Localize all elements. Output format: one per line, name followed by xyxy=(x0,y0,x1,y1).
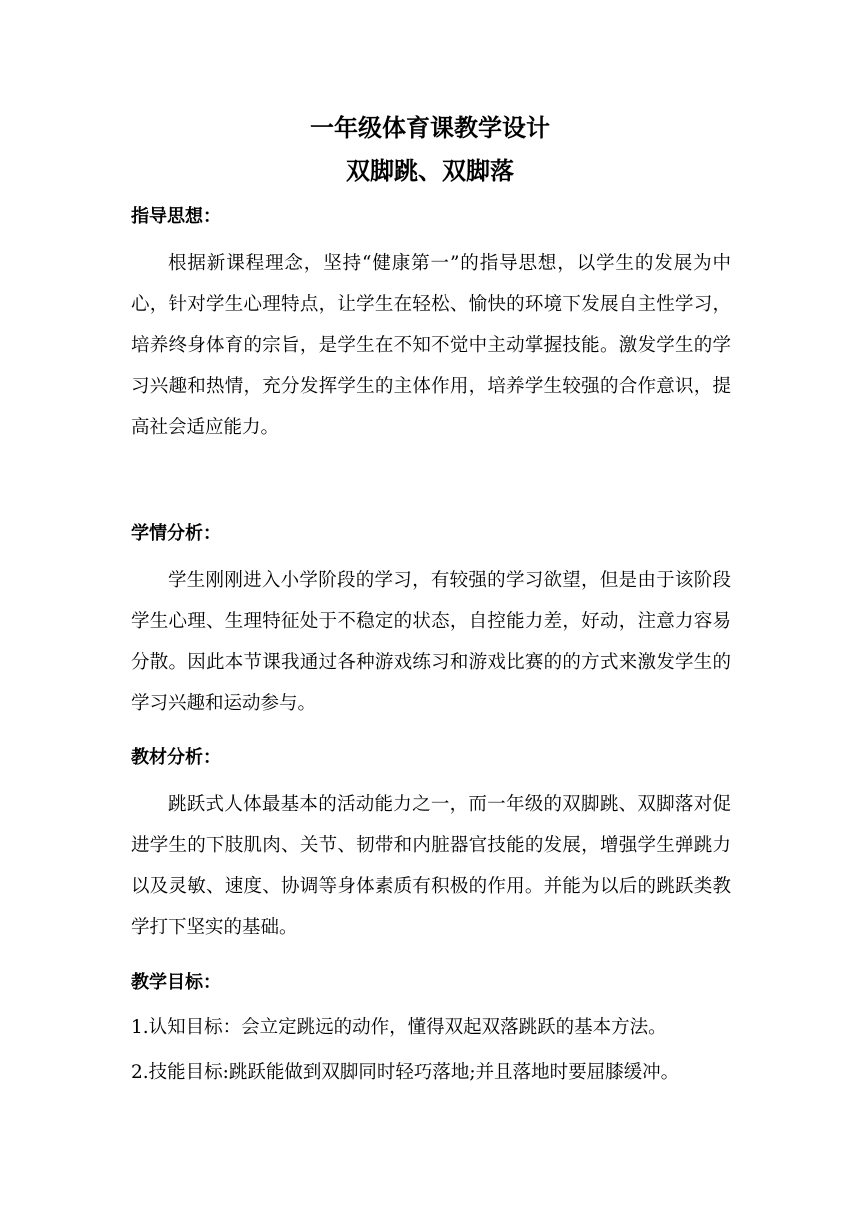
teaching-goal-item: 1.认知目标：会立定跳远的动作，懂得双起双落跳跃的基本方法。 xyxy=(131,1017,667,1038)
document-title: 一年级体育课教学设计 xyxy=(310,113,550,142)
section-heading-material-analysis: 教材分析： xyxy=(131,747,221,768)
section-body-material-analysis: 跳跃式人体最基本的活动能力之一，而一年级的双脚跳、双脚落对促进学生的下肢肌肉、关节、韧带和内脏器官技能的发展，增强学生弹跳力以及灵敏、速度、协调等身体素质有积极的作用。并能为以后的跳跃类教学打下坚实的基础。 xyxy=(131,794,731,938)
section-heading-teaching-goals: 教学目标： xyxy=(131,972,221,993)
section-heading-guiding-thought: 指导思想： xyxy=(131,206,221,227)
section-heading-student-analysis: 学情分析： xyxy=(131,523,221,544)
section-body-guiding-thought: 根据新课程理念，坚持“健康第一”的指导思想，以学生的发展为中心，针对学生心理特点，让学生在轻松、愉快的环境下发展自主性学习，培养终身体育的宗旨，是学生在不知不觉中主动掌握技能。激发学生的学习兴趣和热情，充分发挥学生的主体作用，培养学生较强的合作意识，提高社会适应能力。 xyxy=(131,253,731,438)
section-body-student-analysis: 学生刚刚进入小学阶段的学习，有较强的学习欲望，但是由于该阶段学生心理、生理特征处于不稳定的状态，自控能力差，好动，注意力容易分散。因此本节课我通过各种游戏练习和游戏比赛的的方式来激发学生的学习兴趣和运动参与。 xyxy=(131,570,731,714)
document-subtitle: 双脚跳、双脚落 xyxy=(346,156,514,185)
teaching-goal-item: 2.技能目标:跳跃能做到双脚同时轻巧落地;并且落地时要屈膝缓冲。 xyxy=(131,1062,680,1083)
